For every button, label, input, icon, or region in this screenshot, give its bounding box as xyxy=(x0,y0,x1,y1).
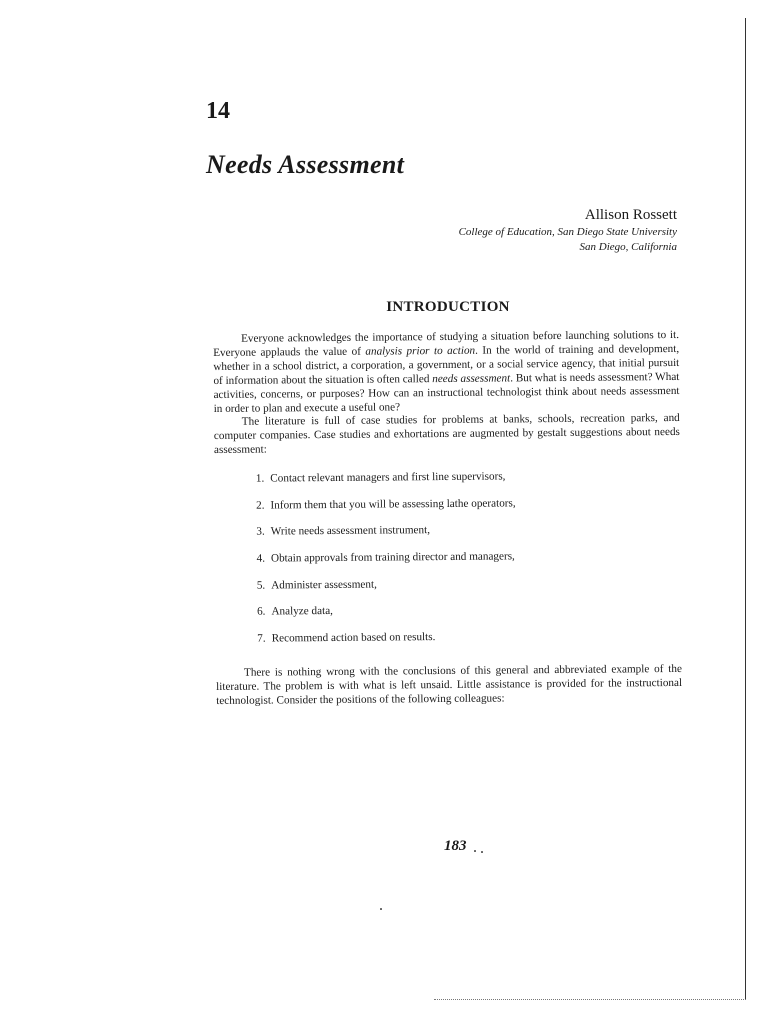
list-item: 7. Recommend action based on results. xyxy=(257,630,436,645)
scan-bottom-edge xyxy=(434,999,746,1000)
body-text xyxy=(213,329,682,709)
list-item: 5. Administer assessment, xyxy=(256,578,377,592)
intro-paragraph-2: The literature is full of case studies for problems at banks, schools, recreation parks, and computer companies. Case studies and exhortations are augmented by gestalt suggestions about needs assessment: xyxy=(213,412,680,457)
list-item: 4. Obtain approvals from training director and managers, xyxy=(256,550,515,565)
section-heading: INTRODUCTION xyxy=(386,299,510,315)
scan-speck xyxy=(380,908,382,910)
list-item: 1. Contact relevant managers and first line supervisors, xyxy=(255,470,506,485)
chapter-title: Needs Assessment xyxy=(206,150,405,179)
intro-paragraph-1: Everyone acknowledges the importance of studying a situation before launching solutions to it. Everyone applauds the value of analysis prior to action. In the world of training and development, whether in a school district, a corporation, a government, or a social service agency, that initial pursuit of information about the situation is often called needs assessment. But what is needs assessment? What activities, concerns, or purposes? How can an instructional technologist think about needs assessment in order to plan and execute a useful one? xyxy=(213,328,680,415)
list-item: 2. Inform them that you will be assessing lathe operators, xyxy=(256,497,516,512)
scan-speck xyxy=(474,850,476,852)
author-affiliation: College of Education, San Diego State University xyxy=(458,226,677,238)
author-block xyxy=(380,205,677,255)
emphasis-needs-assessment: needs assessment xyxy=(432,372,511,385)
intro-paragraph-3: There is nothing wrong with the conclusions of this general and abbreviated example of the literature. The problem is with what is left unsaid. Little assistance is provided for the instructional technologist. Consider the positions of the following colleagues: xyxy=(216,663,683,708)
list-item: 6. Analyze data, xyxy=(256,605,333,618)
page-number: 183 xyxy=(444,838,467,854)
steps-list xyxy=(244,469,682,659)
emphasis-analysis-prior-to-action: analysis prior to action xyxy=(365,344,476,358)
scan-speck xyxy=(481,851,483,853)
list-item: 3. Write needs assessment instrument, xyxy=(256,524,431,538)
author-location: San Diego, California xyxy=(579,241,677,253)
author-name: Allison Rossett xyxy=(584,207,677,223)
chapter-number: 14 xyxy=(206,98,230,124)
scan-edge-line xyxy=(745,18,746,1000)
